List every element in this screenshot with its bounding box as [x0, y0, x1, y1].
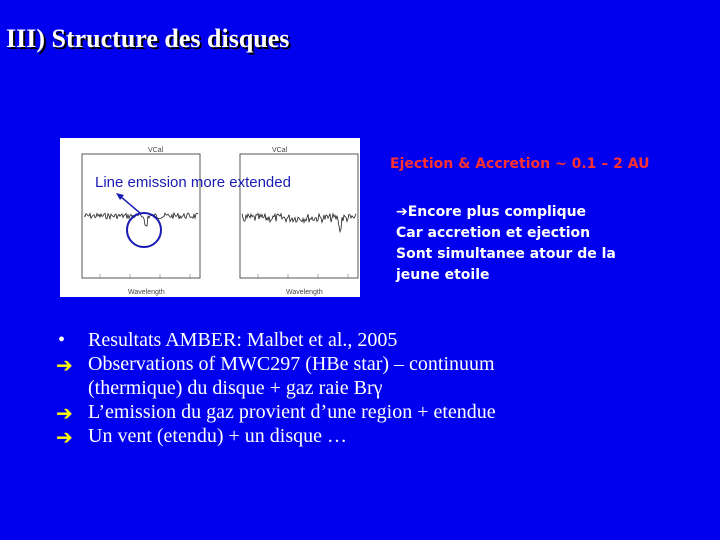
arrow-icon: ➔: [56, 401, 73, 425]
arrow-icon: ➔: [56, 425, 73, 449]
ejection-notes: [396, 202, 616, 286]
figure-annotation: Line emission more extended: [95, 174, 291, 191]
left-panel-label: VCal: [148, 147, 164, 154]
right-panel-frame: [240, 154, 358, 278]
ejection-note-line: Car accretion et ejection: [396, 225, 591, 241]
slide-title: III) Structure des disques: [6, 24, 290, 53]
left-xlabel: Wavelength: [128, 289, 165, 296]
spectra-plot: [60, 138, 360, 297]
ejection-accretion-heading: Ejection & Accretion ~ 0.1 – 2 AU: [390, 156, 650, 172]
bullet-list: [56, 328, 496, 448]
spectra-figure: [60, 138, 360, 297]
right-panel-label: VCal: [272, 147, 288, 154]
arrow-icon: ➔: [396, 204, 408, 220]
right-xlabel: Wavelength: [286, 289, 323, 296]
ejection-note-line: jeune etoile: [396, 267, 490, 283]
ejection-note-line: ➔Encore plus complique: [396, 204, 587, 220]
bullet-item: ➔ L’emission du gaz provient d’une region + etendue: [56, 401, 496, 425]
bullet-item: ➔ Observations of MWC297 (HBe star) – continuum: [56, 353, 495, 377]
ejection-note-line: Sont simultanee atour de la: [396, 246, 616, 262]
bullet-item: • Resultats AMBER: Malbet et al., 2005: [58, 329, 398, 351]
bullet-dot-icon: •: [58, 329, 66, 351]
arrow-icon: ➔: [56, 353, 73, 377]
bullet-continuation: (thermique) du disque + gaz raie Brγ: [88, 377, 383, 399]
bullet-item: ➔ Un vent (etendu) + un disque …: [56, 425, 348, 449]
